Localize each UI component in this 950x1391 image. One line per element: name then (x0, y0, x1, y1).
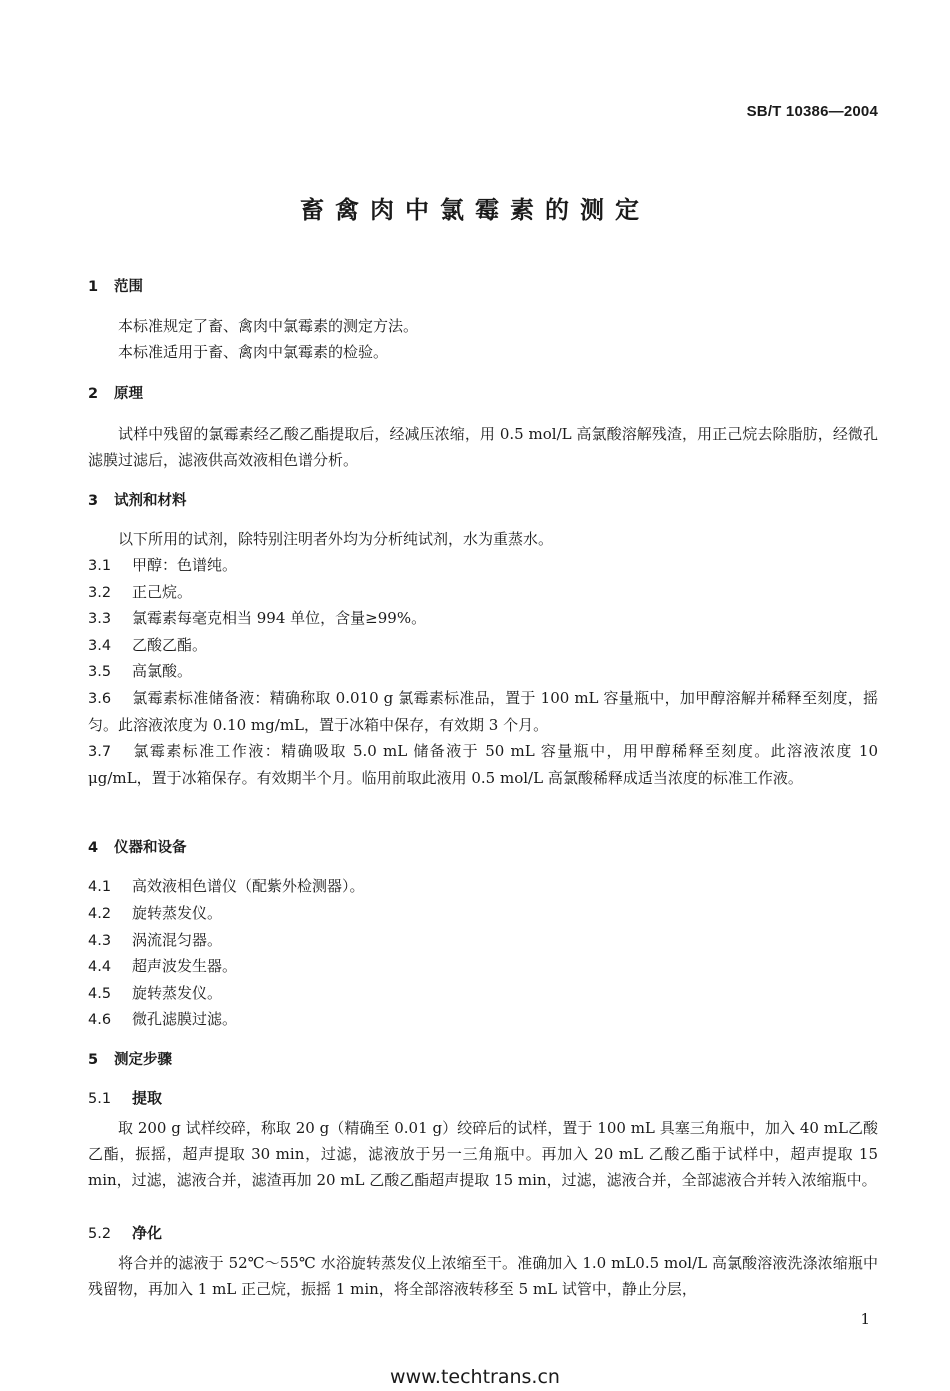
item-number: 4.3 (88, 933, 112, 949)
item-number: 4.1 (88, 879, 112, 895)
item-number: 3.5 (88, 664, 112, 680)
list-item (88, 900, 878, 927)
paragraph: 本标准适用于畜、禽肉中氯霉素的检验。 (118, 343, 389, 361)
item-number: 3.3 (88, 611, 112, 627)
paragraph: 本标准规定了畜、禽肉中氯霉素的测定方法。 (118, 317, 419, 335)
list-item (88, 927, 878, 954)
section-number: 5 (88, 1052, 99, 1068)
item-number: 3.7 (88, 744, 112, 760)
paragraph: 试样中残留的氯霉素经乙酸乙酯提取后，经减压浓缩，用 0.5 mol/L 高氯酸溶解残渣，用正己烷去除脂肪，经微孔滤膜过滤后，滤液供高效液相色谱分析。 (88, 425, 878, 469)
item-text: 氯霉素标准工作液：精确吸取 5.0 mL 储备液于 50 mL 容量瓶中，用甲醇稀释至刻度。此溶液浓度 10 μg/mL，置于冰箱保存。有效期半个月。临用前取此液用 0.5 mol/L 高氯酸稀释成适当浓度的标准工作液。 (88, 742, 878, 787)
list-item (88, 873, 878, 900)
list-item (88, 738, 878, 791)
section-heading-reagents (88, 489, 187, 510)
section-title: 测定步骤 (114, 1052, 172, 1068)
section-number: 3 (88, 493, 99, 509)
list-item (88, 1006, 878, 1033)
item-text: 旋转蒸发仪。 (132, 984, 223, 1002)
item-number: 3.2 (88, 585, 112, 601)
item-number: 4.5 (88, 986, 112, 1002)
list-item (88, 632, 878, 659)
standard-code: SB/T 10386—2004 (746, 103, 878, 120)
section-number: 1 (88, 279, 99, 295)
item-number: 3.1 (88, 558, 112, 574)
item-text: 氯霉素每毫克相当 994 单位，含量≥99%。 (132, 609, 427, 627)
footer-website-link[interactable]: www.techtrans.cn (390, 1366, 560, 1388)
item-text: 超声波发生器。 (132, 957, 238, 975)
item-text: 涡流混匀器。 (132, 931, 223, 949)
item-text: 乙酸乙酯。 (132, 636, 208, 654)
section-number: 2 (88, 386, 99, 402)
item-text: 甲醇：色谱纯。 (132, 556, 238, 574)
item-text: 高氯酸。 (132, 662, 193, 680)
subsection-title: 净化 (132, 1224, 163, 1242)
item-text: 正己烷。 (132, 583, 193, 601)
section-title: 原理 (114, 386, 143, 402)
section-heading-scope (88, 275, 143, 296)
section-heading-apparatus (88, 836, 187, 857)
section-number: 4 (88, 840, 99, 856)
item-text: 高效液相色谱仪（配紫外检测器）。 (132, 877, 365, 895)
subsection-number: 5.1 (88, 1091, 112, 1107)
item-number: 3.4 (88, 638, 112, 654)
list-item (88, 579, 878, 606)
section-heading-principle (88, 382, 143, 403)
paragraph: 将合并的滤液于 52℃～55℃ 水浴旋转蒸发仪上浓缩至干。准确加入 1.0 mL0.5 mol/L 高氯酸溶液洗涤浓缩瓶中残留物，再加入 1 mL 正己烷，振摇 1 min，将全部溶液转移至 5 mL 试管中，静止分层， (88, 1254, 878, 1298)
subsection-heading-extraction (88, 1087, 162, 1108)
section-title: 范围 (114, 279, 143, 295)
subsection-heading-cleanup (88, 1222, 162, 1243)
page-number: 1 (860, 1310, 870, 1328)
paragraph: 取 200 g 试样绞碎，称取 20 g（精确至 0.01 g）绞碎后的试样，置于 100 mL 具塞三角瓶中，加入 40 mL乙酸乙酯，振摇，超声提取 30 min，过滤，滤液放于另一三角瓶中。再加入 20 mL 乙酸乙酯于试样中，超声提取 15 min，过滤，滤液合并，滤渣再加 20 mL 乙酸乙酯超声提取 15 min，过滤，滤液合并，全部滤液合并转入浓缩瓶中。 (88, 1119, 878, 1189)
paragraph: 以下所用的试剂，除特别注明者外均为分析纯试剂，水为重蒸水。 (118, 530, 554, 548)
list-item (88, 953, 878, 980)
item-text: 微孔滤膜过滤。 (132, 1010, 238, 1028)
item-number: 4.2 (88, 906, 112, 922)
item-number: 4.4 (88, 959, 112, 975)
section-title: 仪器和设备 (114, 840, 187, 856)
list-item (88, 605, 878, 632)
item-number: 3.6 (88, 691, 112, 707)
item-text: 旋转蒸发仪。 (132, 904, 223, 922)
subsection-number: 5.2 (88, 1226, 112, 1242)
document-title: 畜禽肉中氯霉素的测定 (300, 196, 650, 224)
section-heading-procedure (88, 1048, 172, 1069)
item-number: 4.6 (88, 1012, 112, 1028)
item-text: 氯霉素标准储备液：精确称取 0.010 g 氯霉素标准品，置于 100 mL 容量瓶中，加甲醇溶解并稀释至刻度，摇匀。此溶液浓度为 0.10 mg/mL，置于冰箱中保存，有效期 3 个月。 (88, 689, 878, 734)
list-item (88, 658, 878, 685)
subsection-title: 提取 (132, 1089, 163, 1107)
list-item (88, 980, 878, 1007)
list-item (88, 685, 878, 738)
list-item (88, 552, 878, 579)
section-title: 试剂和材料 (114, 493, 187, 509)
